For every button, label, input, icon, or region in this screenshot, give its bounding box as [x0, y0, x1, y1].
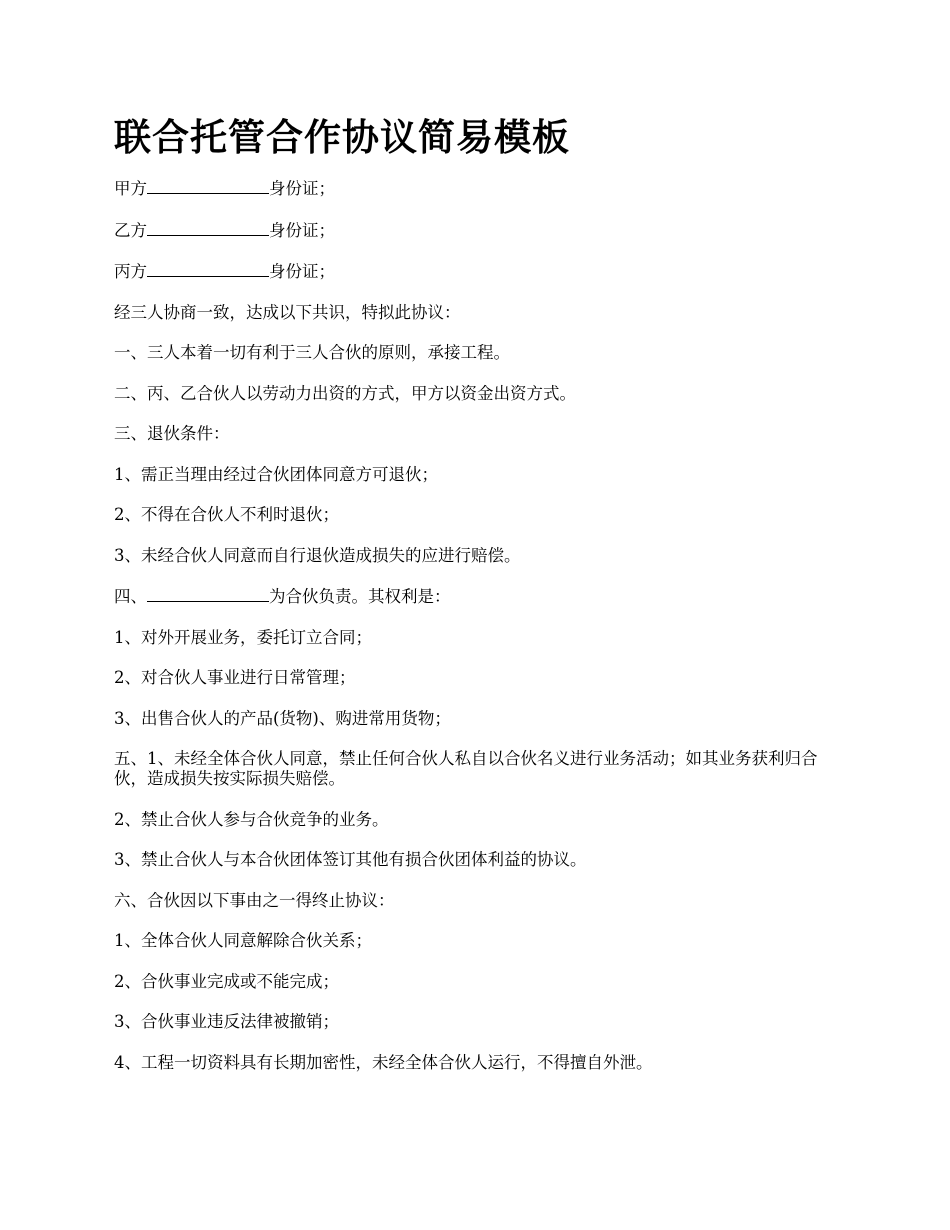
- clause-6-item-1: 1、全体合伙人同意解除合伙关系；: [114, 931, 372, 950]
- clause-3-item-3: 3、未经合伙人同意而自行退伙造成损失的应进行赔偿。: [114, 545, 521, 565]
- party-b-blank: [147, 220, 269, 236]
- party-b-label: 乙方: [114, 220, 147, 240]
- clause-5-item-2: 2、禁止合伙人参与合伙竞争的业务。: [114, 809, 389, 829]
- clause-5-item-1: 五、1、未经全体合伙人同意，禁止任何合伙人私自以合伙名义进行业务活动；如其业务获利归合伙，造成损失按实际损失赔偿。: [114, 749, 818, 788]
- clause-6-item-3: 3、合伙事业违反法律被撤销；: [114, 1012, 339, 1031]
- party-c-blank: [147, 261, 269, 277]
- document-title: 联合托管合作协议简易模板: [114, 115, 570, 159]
- document-page: [114, 112, 844, 1093]
- clause-4-prefix: 四、: [114, 587, 147, 606]
- party-a-blank: [147, 178, 269, 194]
- party-a-line: [114, 178, 844, 199]
- clause-2: 二、丙、乙合伙人以劳动力出资的方式，甲方以资金出资方式。: [114, 383, 576, 403]
- clause-6-item-4: 4、工程一切资料具有长期加密性，未经全体合伙人运行，不得擅自外泄。: [114, 1052, 653, 1072]
- clause-4-item-1: 1、对外开展业务，委托订立合同；: [114, 627, 372, 647]
- party-a-suffix: 身份证；: [269, 179, 335, 198]
- intro-paragraph: 经三人协商一致，达成以下共识，特拟此协议：: [114, 302, 461, 322]
- party-b-suffix: 身份证；: [269, 220, 335, 240]
- party-c-label: 丙方: [114, 262, 147, 281]
- clause-6-item-2: 2、合伙事业完成或不能完成；: [114, 971, 339, 991]
- party-a-label: 甲方: [114, 179, 147, 198]
- clause-3-heading: 三、退伙条件：: [114, 424, 230, 443]
- clause-4-heading: [114, 586, 844, 607]
- party-c-suffix: 身份证；: [269, 262, 335, 281]
- party-c-line: [114, 261, 844, 282]
- party-b-line: [114, 220, 844, 241]
- clause-4-suffix: 为合伙负责。其权利是：: [269, 587, 451, 606]
- clause-4-item-3: 3、出售合伙人的产品(货物)、购进常用货物；: [114, 708, 451, 728]
- clause-1: 一、三人本着一切有利于三人合伙的原则，承接工程。: [114, 343, 510, 362]
- clause-4-item-2: 2、对合伙人事业进行日常管理；: [114, 668, 356, 687]
- clause-6-heading: 六、合伙因以下事由之一得终止协议：: [114, 890, 395, 910]
- clause-5-item-3: 3、禁止合伙人与本合伙团体签订其他有损合伙团体利益的协议。: [114, 850, 587, 869]
- clause-4-blank: [147, 586, 269, 602]
- clause-3-item-2: 2、不得在合伙人不利时退伙；: [114, 505, 339, 524]
- clause-3-item-1: 1、需正当理由经过合伙团体同意方可退伙；: [114, 464, 438, 484]
